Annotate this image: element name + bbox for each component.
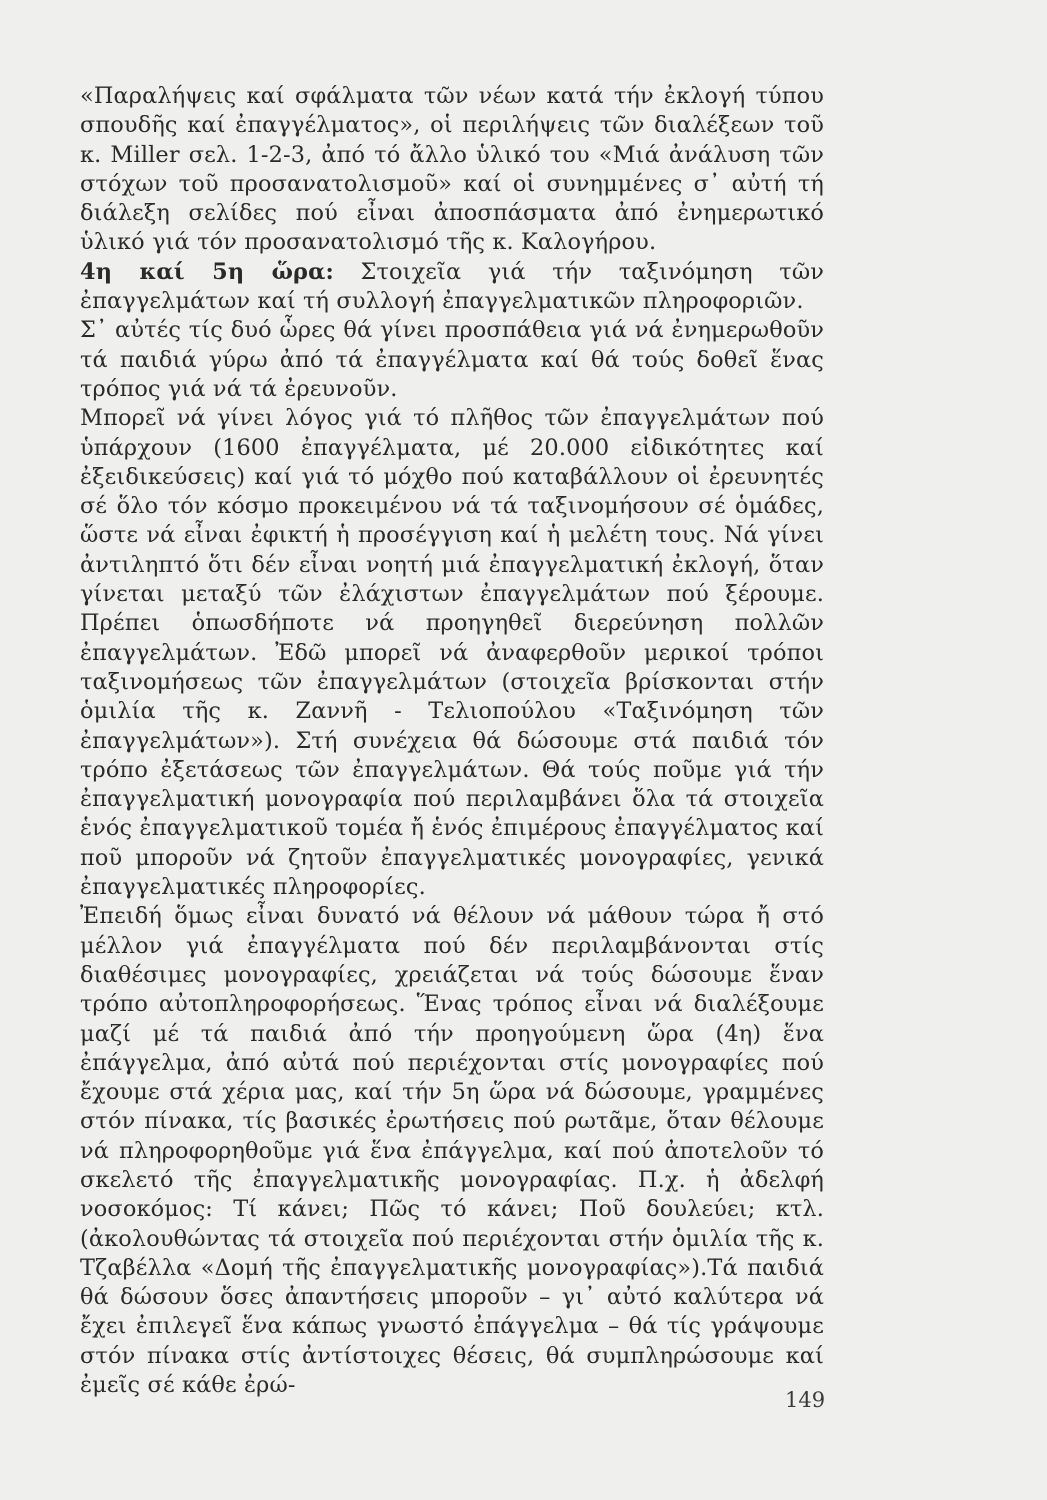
page-number: 149 (785, 1388, 826, 1412)
paragraph-3: Σ᾽ αὐτές τίς δυό ὧρες θά γίνει προσπάθεια γιά νά ἐνημερωθοῦν τά παιδιά γύρω ἀπό τά ἐπαγγέλματα καί θά τούς δοθεῖ ἕνας τρόπος γιά νά τά ἐρευνοῦν. (80, 317, 824, 402)
paragraph-1: «Παραλήψεις καί σφάλματα τῶν νέων κατά τήν ἐκλογή τύπου σπουδῆς καί ἐπαγγέλματος», οἱ περιλήψεις τῶν διαλέξεων τοῦ κ. Miller σελ. 1-2-3, ἀπό τό ἄλλο ὑλικό του «Μιά ἀνάλυση τῶν στόχων τοῦ προσανατολισμοῦ» καί οἱ συνημμένες σ᾽ αὐτή τή διάλεξη σελίδες πού εἶναι ἀποσπάσματα ἀπό ἐνημερωτικό ὑλικό γιά τόν προσανατολισμό τῆς κ. Καλογήρου. (80, 83, 824, 256)
page-body (80, 82, 824, 1400)
paragraph-4: Μπορεῖ νά γίνει λόγος γιά τό πλῆθος τῶν ἐπαγγελμάτων πού ὑπάρχουν (1600 ἐπαγγέλματα, μέ 20.000 εἰδικότητες καί ἐξειδικεύσεις) καί γιά τό μόχθο πού καταβάλλουν οἱ ἐρευνητές σέ ὅλο τόν κόσμο προκειμένου νά τά ταξινομήσουν σέ ὁμάδες, ὥστε νά εἶναι ἐφικτή ἡ προσέγγιση καί ἡ μελέτη τους. Νά γίνει ἀντιληπτό ὅτι δέν εἶναι νοητή μιά ἐπαγγελματική ἐκλογή, ὅταν γίνεται μεταξύ τῶν ἐλάχιστων ἐπαγγελμάτων πού ξέρουμε. Πρέπει ὁπωσδήποτε νά προηγηθεῖ διερεύνηση πολλῶν ἐπαγγελμάτων. Ἐδῶ μπορεῖ νά ἀναφερθοῦν μερικοί τρόποι ταξινομήσεως τῶν ἐπαγγελμάτων (στοιχεῖα βρίσκονται στήν ὁμιλία τῆς κ. Ζαννῆ - Τελιοπούλου «Ταξινόμηση τῶν ἐπαγγελμάτων»). Στή συνέχεια θά δώσουμε στά παιδιά τόν τρόπο ἐξετάσεως τῶν ἐπαγγελμάτων. Θά τούς ποῦμε γιά τήν ἐπαγγελματική μονογραφία πού περιλαμβάνει ὅλα τά στοιχεῖα ἑνός ἐπαγγελματικοῦ τομέα ἤ ἑνός ἐπιμέρους ἐπαγγέλματος καί ποῦ μποροῦν νά ζητοῦν ἐπαγγελματικές μονογραφίες, γενικά ἐπαγγελματικές πληροφορίες. (80, 405, 824, 901)
section-heading: 4η καί 5η ὥρα: (80, 258, 334, 285)
paragraph-2 (80, 258, 824, 317)
section-heading-text: Στοιχεῖα γιά τήν ταξινόμηση τῶν ἐπαγγελμάτων καί τή συλλογή ἐπαγγελματικῶν πληροφοριῶν. (80, 258, 824, 315)
paragraph-5: Ἐπειδή ὅμως εἶναι δυνατό νά θέλουν νά μάθουν τώρα ἤ στό μέλλον γιά ἐπαγγέλματα πού δέν περιλαμβάνονται στίς διαθέσιμες μονογραφίες, χρειάζεται νά τούς δώσουμε ἕναν τρόπο αὐτοπληροφορήσεως. Ἕνας τρόπος εἶναι νά διαλέξουμε μαζί μέ τά παιδιά ἀπό τήν προηγούμενη ὥρα (4η) ἕνα ἐπάγγελμα, ἀπό αὐτά πού περιέχονται στίς μονογραφίες πού ἔχουμε στά χέρια μας, καί τήν 5η ὥρα νά δώσουμε, γραμμένες στόν πίνακα, τίς βασικές ἐρωτήσεις πού ρωτᾶμε, ὅταν θέλουμε νά πληροφορηθοῦμε γιά ἕνα ἐπάγγελμα, καί πού ἀποτελοῦν τό σκελετό τῆς ἐπαγγελματικῆς μονογραφίας. Π.χ. ἡ ἀδελφή νοσοκόμος: Τί κάνει; Πῶς τό κάνει; Ποῦ δουλεύει; κτλ. (ἀκολουθώντας τά στοιχεῖα πού περιέχονται στήν ὁμιλία τῆς κ. Τζαβέλλα «Δομή τῆς ἐπαγγελματικῆς μονογραφίας»).Τά παιδιά θά δώσουν ὅσες ἀπαντήσεις μποροῦν – γι᾽ αὐτό καλύτερα νά ἔχει ἐπιλεγεῖ ἕνα κάπως γνωστό ἐπάγγελμα – θά τίς γράψουμε στόν πίνακα στίς ἀντίστοιχες θέσεις, θά συμπληρώσουμε καί ἐμεῖς σέ κάθε ἐρώ- (80, 903, 824, 1399)
